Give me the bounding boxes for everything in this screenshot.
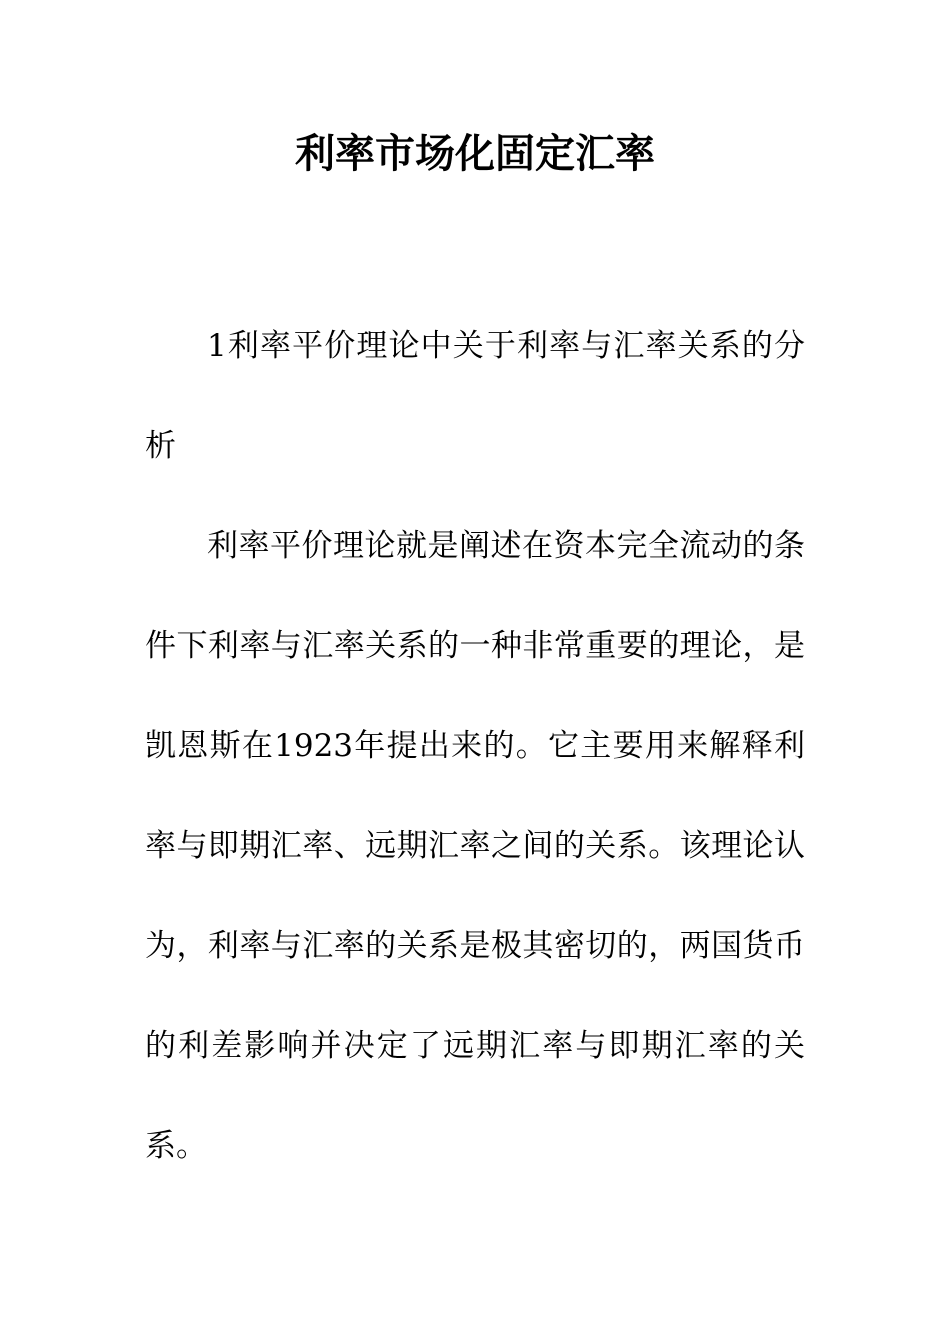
- body-paragraph: 利率平价理论就是阐述在资本完全流动的条件下利率与汇率关系的一种非常重要的理论，是凯恩斯在1923年提出来的。它主要用来解释利率与即期汇率、远期汇率之间的关系。该理论认为，利率与汇率的关系是极其密切的，两国货币的利差影响并决定了远期汇率与即期汇率的关系。: [145, 528, 805, 1164]
- section-heading-paragraph: 1利率平价理论中关于利率与汇率关系的分析: [145, 328, 805, 464]
- document-title: 利率市场化固定汇率: [295, 130, 655, 177]
- document-body: [145, 296, 805, 1196]
